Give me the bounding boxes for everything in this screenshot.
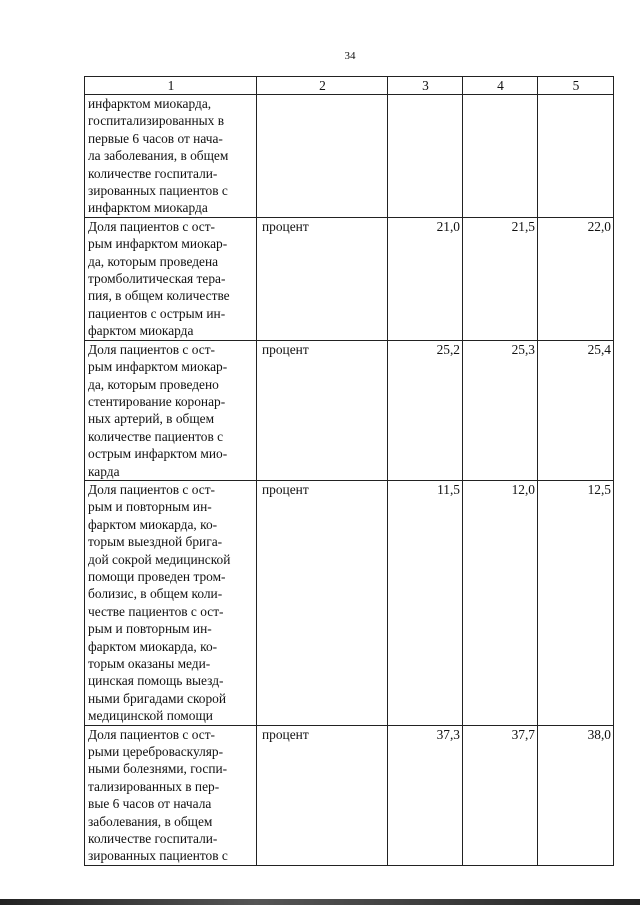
value-cell: 11,5 xyxy=(388,480,463,725)
unit-text: процент xyxy=(262,481,309,497)
header-col-4: 4 xyxy=(463,77,538,95)
unit-text: процент xyxy=(262,341,309,357)
value-cell: 38,0 xyxy=(538,725,614,865)
unit-text: процент xyxy=(262,726,309,742)
table-row xyxy=(85,217,614,340)
table-row xyxy=(85,480,614,725)
value-cell: 22,0 xyxy=(538,217,614,340)
table-row xyxy=(85,725,614,865)
value-cell: 21,5 xyxy=(463,217,538,340)
value-cell: 37,7 xyxy=(463,725,538,865)
value-cell: 37,3 xyxy=(388,725,463,865)
indicator-text: Доля пациентов с ост- рыми цереброваскуляр- ными болезнями, госпи- тализированных в пер- вые 6 часов от начала заболевания, в общем количестве госпитали- зированных пациентов с xyxy=(88,726,228,864)
indicator-text: инфарктом миокарда, госпитализированных в первые 6 часов от нача- ла заболевания, в общем количестве госпитали- зированных пациентов с инфарктом миокарда xyxy=(88,96,229,216)
value-cell xyxy=(463,95,538,218)
value-cell: 12,0 xyxy=(463,480,538,725)
table-header-row xyxy=(85,77,614,95)
value-cell: 25,2 xyxy=(388,340,463,480)
table-row xyxy=(85,340,614,480)
header-col-5: 5 xyxy=(538,77,614,95)
page-number: 34 xyxy=(344,50,356,62)
indicators-table xyxy=(84,76,614,866)
scan-edge xyxy=(0,899,640,905)
unit-text: процент xyxy=(262,218,309,234)
header-col-1: 1 xyxy=(85,77,257,95)
value-cell: 12,5 xyxy=(538,480,614,725)
value-cell: 21,0 xyxy=(388,217,463,340)
value-cell: 25,3 xyxy=(463,340,538,480)
header-col-3: 3 xyxy=(388,77,463,95)
header-col-2: 2 xyxy=(257,77,388,95)
indicator-text: Доля пациентов с ост- рым и повторным ин- фарктом миокарда, ко- торым выездной брига- дой сокрой медицинской помощи проведен тром- болизис, в общем коли- честве пациентов с ост- рым и повторным ин- фарктом миокарда, ко- торым оказаны меди- цинская помощь выезд- ными бригадами скорой медицинской помощи xyxy=(88,481,231,724)
indicator-text: Доля пациентов с ост- рым инфарктом миокар- да, которым проведено стентирование коронар- ных артерий, в общем количестве пациентов с острым инфарктом мио- карда xyxy=(88,341,228,479)
indicator-text: Доля пациентов с ост- рым инфарктом миокар- да, которым проведена тромболитическая тера- пия, в общем количестве пациентов с острым ин- фарктом миокарда xyxy=(88,218,230,339)
value-cell xyxy=(538,95,614,218)
table-row xyxy=(85,95,614,218)
value-cell xyxy=(388,95,463,218)
value-cell: 25,4 xyxy=(538,340,614,480)
